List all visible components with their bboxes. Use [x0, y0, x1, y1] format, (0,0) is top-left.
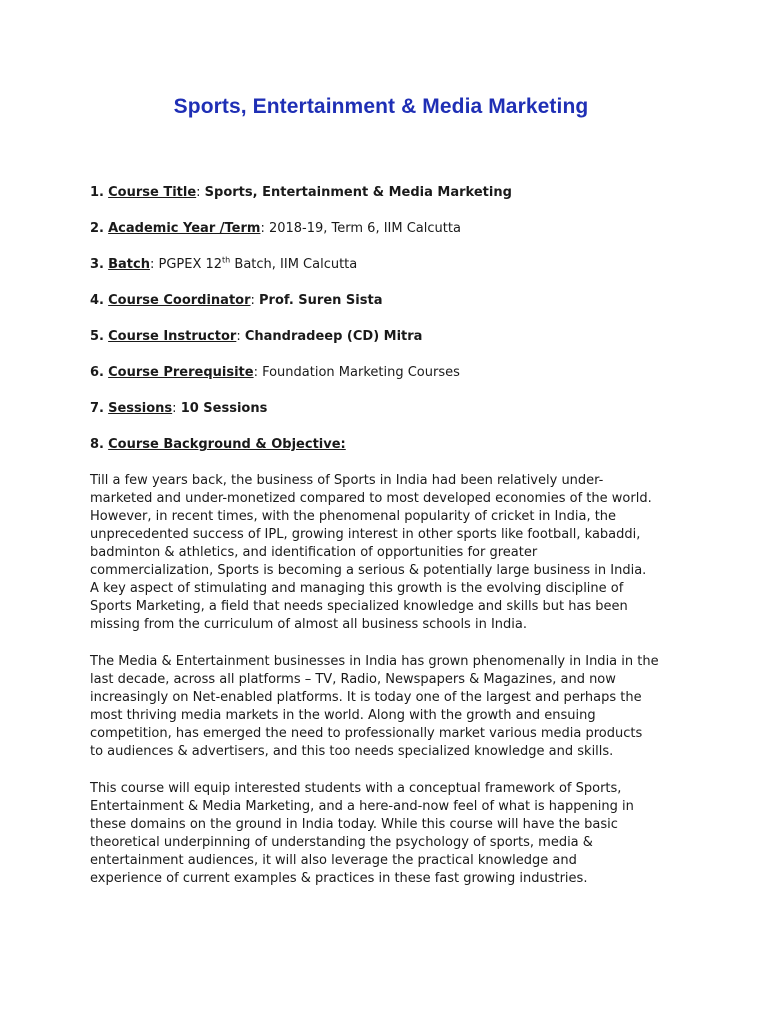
item-label: Course Instructor — [108, 329, 237, 344]
item-number: 6. — [90, 365, 104, 380]
item-course-instructor: 5. Course Instructor: Chandradeep (CD) Mitra — [90, 329, 423, 344]
item-value-rest: Batch, IIM Calcutta — [230, 257, 358, 272]
paragraph-line: last decade, across all platforms – TV, Radio, Newspapers & Magazines, and now — [90, 672, 616, 687]
item-value: Sports, Entertainment & Media Marketing — [204, 185, 512, 200]
item-value: Prof. Suren Sista — [259, 293, 383, 308]
paragraph-line: commercialization, Sports is becoming a serious & potentially large business in India. — [90, 563, 647, 578]
paragraph-line: increasingly on Net-enabled platforms. It is today one of the largest and perhaps the — [90, 690, 642, 705]
paragraph-course — [90, 780, 690, 888]
item-value-main: PGPEX 12 — [158, 257, 223, 272]
paragraph-line: The Media & Entertainment businesses in India has grown phenomenally in India in the — [90, 654, 659, 669]
paragraph-line: badminton & athletics, and identification of opportunities for greater — [90, 545, 538, 560]
item-label: Course Background & Objective: — [108, 437, 346, 452]
paragraph-line: entertainment audiences, it will also leverage the practical knowledge and — [90, 853, 577, 868]
item-course-background — [90, 436, 690, 454]
item-number: 2. — [90, 221, 104, 236]
paragraph-media — [90, 653, 690, 761]
paragraph-line: A key aspect of stimulating and managing this growth is the evolving discipline of — [90, 581, 624, 596]
paragraph-line: competition, has emerged the need to professionally market various media products — [90, 726, 643, 741]
item-academic-year: 2. Academic Year /Term: 2018-19, Term 6, IIM Calcutta — [90, 221, 461, 236]
document-title: Sports, Entertainment & Media Marketing — [173, 95, 589, 118]
item-value: 2018-19, Term 6, IIM Calcutta — [268, 221, 461, 236]
item-course-coordinator: 4. Course Coordinator: Prof. Suren Sista — [90, 293, 383, 308]
item-sessions: 7. Sessions: 10 Sessions — [90, 401, 268, 416]
item-batch: 3. Batch: PGPEX 12th Batch, IIM Calcutta — [90, 255, 358, 272]
item-value: Foundation Marketing Courses — [262, 365, 460, 380]
item-course-title: 1. Course Title: Sports, Entertainment & Media Marketing — [90, 185, 512, 200]
item-number: 5. — [90, 329, 104, 344]
item-label: Course Coordinator — [108, 293, 251, 308]
item-number: 1. — [90, 185, 104, 200]
item-number: 4. — [90, 293, 104, 308]
paragraph-line: theoretical underpinning of understanding the psychology of sports, media & — [90, 835, 593, 850]
item-label: Course Prerequisite — [108, 365, 254, 380]
paragraph-line: most thriving media markets in the world. Along with the growth and ensuing — [90, 708, 596, 723]
item-number: 3. — [90, 257, 104, 272]
paragraph-line: This course will equip interested students with a conceptual framework of Sports, — [90, 781, 622, 796]
course-details-list — [90, 184, 690, 472]
item-label: Academic Year /Term — [108, 221, 261, 236]
paragraph-line: to audiences & advertisers, and this too needs specialized knowledge and skills. — [90, 744, 614, 759]
paragraph-line: Till a few years back, the business of Sports in India had been relatively under- — [90, 473, 604, 488]
item-number: 7. — [90, 401, 104, 416]
paragraph-sports — [90, 472, 690, 634]
item-label: Batch — [108, 257, 150, 272]
item-number: 8. — [90, 437, 104, 452]
paragraph-line: unprecedented success of IPL, growing interest in other sports like football, kabaddi, — [90, 527, 641, 542]
paragraph-line: marketed and under-monetized compared to most developed economies of the world. — [90, 491, 652, 506]
paragraph-line: Entertainment & Media Marketing, and a here-and-now feel of what is happening in — [90, 799, 634, 814]
item-label: Course Title — [108, 185, 197, 200]
item-course-prerequisite: 6. Course Prerequisite: Foundation Marketing Courses — [90, 365, 460, 380]
item-value: 10 Sessions — [180, 401, 268, 416]
item-value-superscript: th — [222, 255, 231, 265]
paragraph-line: these domains on the ground in India today. While this course will have the basic — [90, 817, 618, 832]
paragraph-line: Sports Marketing, a field that needs specialized knowledge and skills but has been — [90, 599, 628, 614]
item-value: Chandradeep (CD) Mitra — [244, 329, 423, 344]
item-value — [159, 257, 358, 272]
paragraph-line: experience of current examples & practices in these fast growing industries. — [90, 871, 588, 886]
paragraph-line: However, in recent times, with the phenomenal popularity of cricket in India, the — [90, 509, 617, 524]
item-label: Sessions — [108, 401, 173, 416]
paragraph-line: missing from the curriculum of almost all business schools in India. — [90, 617, 527, 632]
